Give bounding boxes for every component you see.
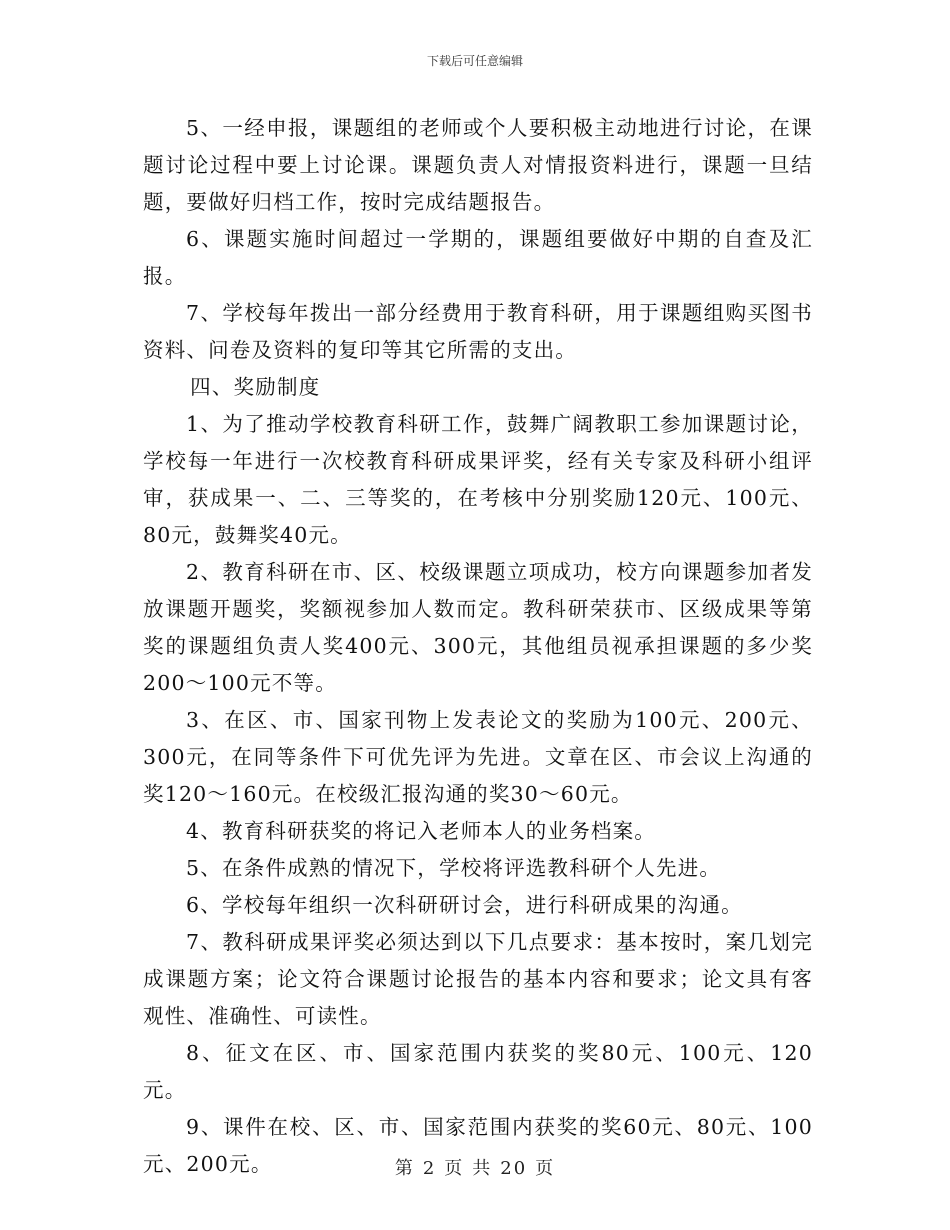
paragraph-item-7-funding: 7、学校每年拨出一部分经费用于教育科研，用于课题组购买图书资料、问卷及资料的复印等其它所需的支出。 xyxy=(143,301,813,362)
page-header: 下载后可任意编辑 xyxy=(426,54,523,68)
paragraph-item-5-declaration: 5、一经申报，课题组的老师或个人要积极主动地进行讨论，在课题讨论过程中要上讨论课。课题负责人对情报资料进行，课题一旦结题，要做好归档工作，按时完成结题报告。 xyxy=(143,116,813,214)
paragraph-reward-3: 3、在区、市、国家刊物上发表论文的奖励为100元、200元、300元，在同等条件下可优先评为先进。文章在区、市会议上沟通的奖120～160元。在校级汇报沟通的奖30～60元。 xyxy=(143,708,813,806)
paragraph-reward-9: 9、课件在校、区、市、国家范围内获奖的奖60元、80元、100元、200元。 xyxy=(143,1115,813,1176)
paragraph-reward-8: 8、征文在区、市、国家范围内获奖的奖80元、100元、120元。 xyxy=(143,1041,813,1102)
paragraph-reward-6: 6、学校每年组织一次科研研讨会，进行科研成果的沟通。 xyxy=(186,893,743,917)
paragraph-reward-1: 1、为了推动学校教育科研工作，鼓舞广阔教职工参加课题讨论，学校每一年进行一次校教育科研成果评奖，经有关专家及科研小组评审，获成果一、二、三等奖的，在考核中分别奖励120元、100元、80元，鼓舞奖40元。 xyxy=(143,412,813,547)
paragraph-item-6-midterm: 6、课题实施时间超过一学期的，课题组要做好中期的自查及汇报。 xyxy=(143,227,813,288)
footer-prefix: 第 xyxy=(394,1158,415,1179)
paragraph-reward-5: 5、在条件成熟的情况下，学校将评选教科研个人先进。 xyxy=(186,856,722,880)
paragraph-reward-2: 2、教育科研在市、区、校级课题立项成功，校方向课题参加者发放课题开题奖，奖额视参加人数而定。教科研荣获市、区级成果等第奖的课题组负责人奖400元、300元，其他组员视承担课题的多少奖200～100元不等。 xyxy=(143,560,813,695)
paragraph-reward-7: 7、教科研成果评奖必须达到以下几点要求：基本按时，案几划完成课题方案；论文符合课题讨论报告的基本内容和要求；论文具有客观性、准确性、可读性。 xyxy=(143,930,813,1028)
footer-suffix: 页 xyxy=(535,1158,556,1179)
footer-total-pages: 20 xyxy=(500,1158,528,1179)
section-heading-rewards: 四、奖励制度 xyxy=(190,375,321,399)
paragraph-reward-4: 4、教育科研获奖的将记入老师本人的业务档案。 xyxy=(186,819,656,843)
footer-current-page: 2 xyxy=(422,1158,437,1179)
document-body xyxy=(143,110,813,1183)
footer-page-word: 页 xyxy=(444,1158,465,1179)
page-footer xyxy=(0,1154,950,1180)
footer-total-word: 共 xyxy=(472,1158,493,1179)
